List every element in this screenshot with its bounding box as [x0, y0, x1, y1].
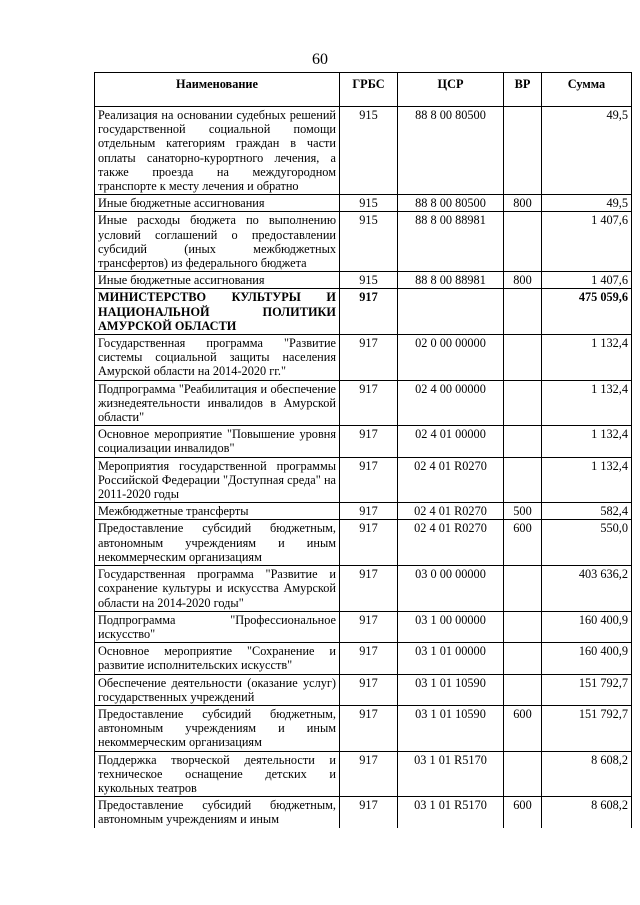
cell-name: Предоставление субсидий бюджетным, автономным учреждениям и иным некоммерческим организациям: [95, 520, 340, 566]
cell-csr: 03 1 00 00000: [398, 611, 504, 642]
cell-csr: 02 4 00 00000: [398, 380, 504, 426]
cell-sum: 1 132,4: [542, 380, 632, 426]
table-row: [95, 457, 632, 503]
header-grbs: ГРБС: [340, 73, 398, 107]
cell-grbs: 917: [340, 503, 398, 520]
cell-name: Предоставление субсидий бюджетным, автономным учреждениям и иным некоммерческим организациям: [95, 705, 340, 751]
cell-vr: [504, 457, 542, 503]
cell-sum: 475 059,6: [542, 289, 632, 335]
cell-name: Подпрограмма "Профессиональное искусство": [95, 611, 340, 642]
cell-name: Иные расходы бюджета по выполнению условий соглашений о предоставлении субсидий (иных межбюджетных трансфертов) из федерального бюджета: [95, 212, 340, 272]
cell-vr: 600: [504, 705, 542, 751]
cell-grbs: 917: [340, 705, 398, 751]
page-number: 60: [312, 51, 328, 68]
cell-sum: 1 132,4: [542, 335, 632, 381]
header-csr: ЦСР: [398, 73, 504, 107]
cell-sum: 160 400,9: [542, 611, 632, 642]
cell-sum: 1 132,4: [542, 426, 632, 457]
cell-name: Основное мероприятие "Повышение уровня социализации инвалидов": [95, 426, 340, 457]
cell-grbs: 917: [340, 520, 398, 566]
cell-csr: 02 4 01 R0270: [398, 503, 504, 520]
cell-vr: [504, 566, 542, 612]
cell-grbs: 915: [340, 212, 398, 272]
cell-csr: 02 4 01 R0270: [398, 457, 504, 503]
cell-vr: [504, 289, 542, 335]
budget-table: [94, 72, 632, 828]
cell-name: Поддержка творческой деятельности и техническое оснащение детских и кукольных театров: [95, 751, 340, 797]
cell-sum: 8 608,2: [542, 797, 632, 828]
cell-sum: 49,5: [542, 195, 632, 212]
table-row: [95, 426, 632, 457]
cell-sum: 582,4: [542, 503, 632, 520]
table-row: [95, 611, 632, 642]
cell-csr: 03 1 01 10590: [398, 674, 504, 705]
cell-grbs: 917: [340, 797, 398, 828]
cell-vr: 800: [504, 195, 542, 212]
table-row: [95, 566, 632, 612]
cell-grbs: 917: [340, 457, 398, 503]
cell-sum: 1 407,6: [542, 272, 632, 289]
cell-csr: 88 8 00 88981: [398, 212, 504, 272]
cell-vr: [504, 380, 542, 426]
cell-csr: 03 1 01 R5170: [398, 797, 504, 828]
cell-name: Предоставление субсидий бюджетным, автономным учреждениям и иным: [95, 797, 340, 828]
cell-sum: 550,0: [542, 520, 632, 566]
cell-name: Мероприятия государственной программы Российской Федерации "Доступная среда" на 2011-2020 годы: [95, 457, 340, 503]
cell-vr: [504, 212, 542, 272]
cell-grbs: 917: [340, 335, 398, 381]
cell-vr: 600: [504, 520, 542, 566]
table-row: [95, 520, 632, 566]
table-row: [95, 643, 632, 674]
cell-csr: 88 8 00 80500: [398, 107, 504, 195]
table-row: [95, 195, 632, 212]
cell-csr: 03 1 01 R5170: [398, 751, 504, 797]
cell-grbs: 917: [340, 566, 398, 612]
header-name: Наименование: [95, 73, 340, 107]
cell-grbs: 917: [340, 751, 398, 797]
cell-csr: 02 4 01 R0270: [398, 520, 504, 566]
cell-sum: 49,5: [542, 107, 632, 195]
cell-csr: 03 1 01 00000: [398, 643, 504, 674]
cell-name: Подпрограмма "Реабилитация и обеспечение жизнедеятельности инвалидов в Амурской области": [95, 380, 340, 426]
table-row: [95, 289, 632, 335]
cell-grbs: 917: [340, 380, 398, 426]
header-sum: Сумма: [542, 73, 632, 107]
cell-vr: [504, 751, 542, 797]
table-row: [95, 751, 632, 797]
cell-grbs: 917: [340, 611, 398, 642]
table-row: [95, 107, 632, 195]
cell-name: Иные бюджетные ассигнования: [95, 272, 340, 289]
cell-name: Межбюджетные трансферты: [95, 503, 340, 520]
cell-name: Основное мероприятие "Сохранение и развитие исполнительских искусств": [95, 643, 340, 674]
cell-csr: 88 8 00 88981: [398, 272, 504, 289]
cell-vr: [504, 107, 542, 195]
cell-vr: [504, 643, 542, 674]
table-row: [95, 674, 632, 705]
table-row: [95, 705, 632, 751]
table-row: [95, 335, 632, 381]
cell-csr: 02 4 01 00000: [398, 426, 504, 457]
cell-vr: 600: [504, 797, 542, 828]
cell-sum: 403 636,2: [542, 566, 632, 612]
header-vr: ВР: [504, 73, 542, 107]
cell-vr: 500: [504, 503, 542, 520]
cell-name: МИНИСТЕРСТВО КУЛЬТУРЫ И НАЦИОНАЛЬНОЙ ПОЛИТИКИ АМУРСКОЙ ОБЛАСТИ: [95, 289, 340, 335]
table-row: [95, 272, 632, 289]
table-row: [95, 380, 632, 426]
cell-sum: 151 792,7: [542, 674, 632, 705]
cell-csr: 03 1 01 10590: [398, 705, 504, 751]
cell-vr: [504, 335, 542, 381]
cell-name: Государственная программа "Развитие системы социальной защиты населения Амурской области на 2014-2020 гг.": [95, 335, 340, 381]
cell-sum: 1 407,6: [542, 212, 632, 272]
cell-sum: 1 132,4: [542, 457, 632, 503]
cell-vr: [504, 426, 542, 457]
cell-grbs: 915: [340, 195, 398, 212]
cell-grbs: 917: [340, 426, 398, 457]
cell-sum: 151 792,7: [542, 705, 632, 751]
cell-grbs: 917: [340, 674, 398, 705]
cell-grbs: 917: [340, 643, 398, 674]
cell-grbs: 917: [340, 289, 398, 335]
table-row: [95, 797, 632, 828]
cell-csr: 02 0 00 00000: [398, 335, 504, 381]
cell-name: Реализация на основании судебных решений государственной социальной помощи отдельным категориям граждан в части оплаты санаторно-курортного лечения, а также проезда на междугородном транспорте к месту лечения и обратно: [95, 107, 340, 195]
cell-sum: 8 608,2: [542, 751, 632, 797]
cell-csr: 88 8 00 80500: [398, 195, 504, 212]
cell-csr: [398, 289, 504, 335]
table-row: [95, 503, 632, 520]
cell-csr: 03 0 00 00000: [398, 566, 504, 612]
cell-name: Обеспечение деятельности (оказание услуг) государственных учреждений: [95, 674, 340, 705]
table-header-row: [95, 73, 632, 107]
cell-vr: [504, 611, 542, 642]
cell-name: Государственная программа "Развитие и сохранение культуры и искусства Амурской области на 2014-2020 годы": [95, 566, 340, 612]
cell-grbs: 915: [340, 107, 398, 195]
cell-grbs: 915: [340, 272, 398, 289]
cell-vr: [504, 674, 542, 705]
cell-vr: 800: [504, 272, 542, 289]
cell-sum: 160 400,9: [542, 643, 632, 674]
cell-name: Иные бюджетные ассигнования: [95, 195, 340, 212]
table-row: [95, 212, 632, 272]
